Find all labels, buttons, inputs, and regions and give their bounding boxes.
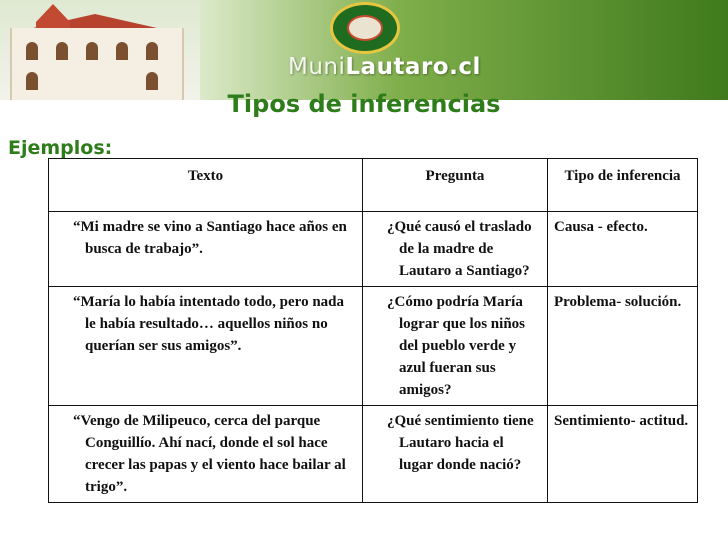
cell-tipo: Causa - efecto. xyxy=(548,212,698,287)
cell-pregunta: ¿Qué causó el traslado de la madre de Lautaro a Santiago? xyxy=(363,212,548,287)
cell-pregunta: ¿Cómo podría María lograr que los niños del pueblo verde y azul fueran sus amigos? xyxy=(363,287,548,406)
cell-pregunta: ¿Qué sentimiento tiene Lautaro hacia el lugar donde nació? xyxy=(363,406,548,503)
cell-texto: “Vengo de Milipeuco, cerca del parque Conguillío. Ahí nací, donde el sol hace crecer las papas y el viento hace bailar al trigo”. xyxy=(49,406,363,503)
cell-tipo: Problema- solución. xyxy=(548,287,698,406)
section-subtitle: Ejemplos: xyxy=(8,137,113,159)
header-pregunta: Pregunta xyxy=(363,159,548,212)
brand-prefix: Muni xyxy=(288,54,346,80)
seal-emblem xyxy=(347,15,383,41)
inference-table xyxy=(48,158,698,503)
window xyxy=(56,42,68,60)
table-header-row xyxy=(49,159,698,212)
window xyxy=(146,72,158,90)
window xyxy=(146,42,158,60)
brand-logo xyxy=(288,54,481,80)
header-texto: Texto xyxy=(49,159,363,212)
header-tipo: Tipo de inferencia xyxy=(548,159,698,212)
table-row xyxy=(49,287,698,406)
town-hall-image xyxy=(0,0,200,100)
table-row xyxy=(49,212,698,287)
header-banner xyxy=(0,0,728,100)
window xyxy=(86,42,98,60)
municipal-seal-logo xyxy=(330,2,400,54)
cell-tipo: Sentimiento- actitud. xyxy=(548,406,698,503)
brand-name: Lautaro.cl xyxy=(345,54,481,80)
cell-texto: “María lo había intentado todo, pero nada le había resultado… aquellos niños no querían ser sus amigos”. xyxy=(49,287,363,406)
page-title: Tipos de inferencias xyxy=(227,90,501,118)
window xyxy=(26,42,38,60)
cell-texto: “Mi madre se vino a Santiago hace años en busca de trabajo”. xyxy=(49,212,363,287)
table-row xyxy=(49,406,698,503)
window xyxy=(116,42,128,60)
window xyxy=(26,72,38,90)
